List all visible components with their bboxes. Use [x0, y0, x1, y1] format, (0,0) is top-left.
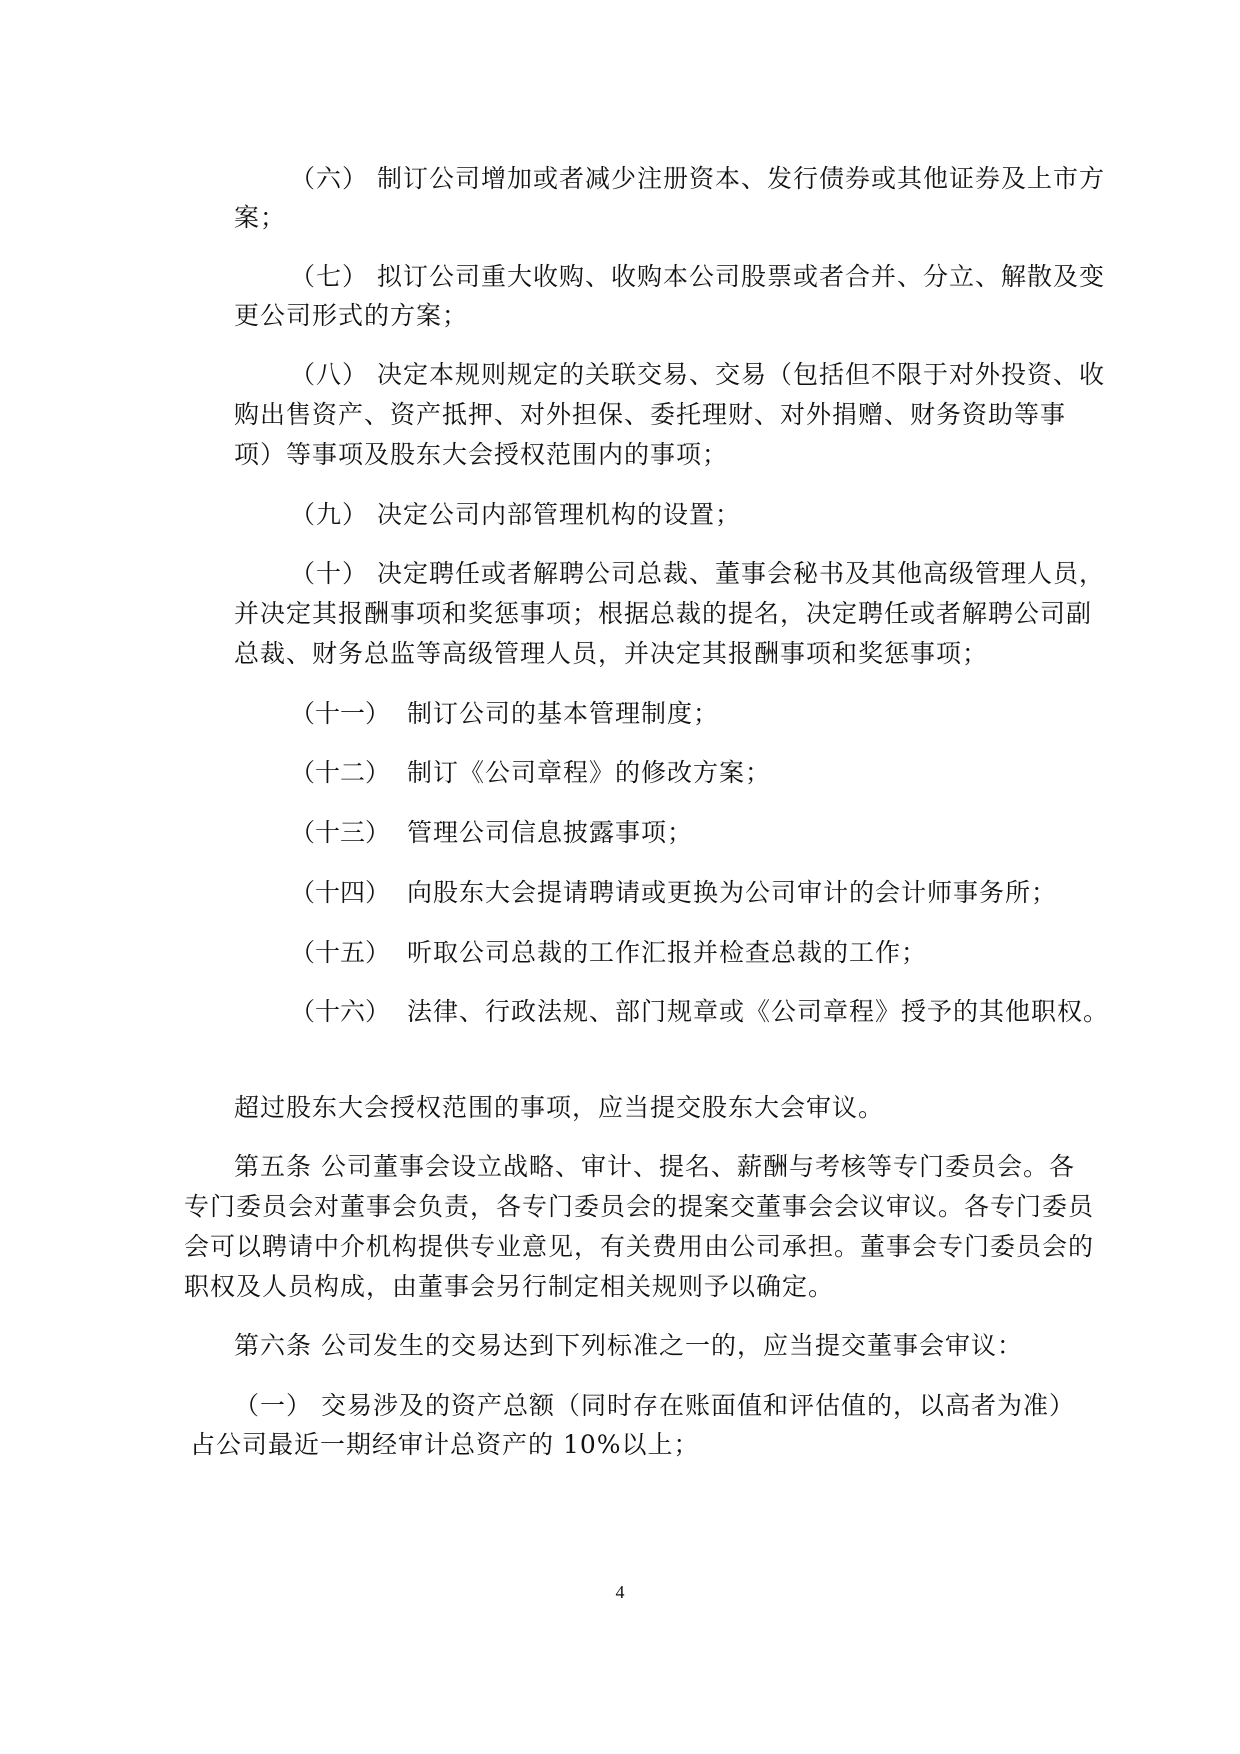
page-number: 4 [615, 1582, 625, 1602]
item-nine: （九） 决定公司内部管理机构的设置； [290, 500, 741, 529]
item-ten-line-2: 并决定其报酬事项和奖惩事项；根据总裁的提名，决定聘任或者解聘公司副 [234, 599, 1093, 628]
beyond-authority-paragraph: 超过股东大会授权范围的事项，应当提交股东大会审议。 [234, 1093, 885, 1122]
item-ten-line-1: （十） 决定聘任或者解聘公司总裁、董事会秘书及其他高级管理人员， [290, 559, 1105, 588]
article-five-line-4: 职权及人员构成，由董事会另行制定相关规则予以确定。 [184, 1272, 835, 1301]
item-sixteen-text: 法律、行政法规、部门规章或《公司章程》授予的其他职权。 [407, 997, 1110, 1026]
item-fifteen-text: 听取公司总裁的工作汇报并检查总裁的工作； [407, 938, 928, 967]
item-twelve-text: 制订《公司章程》的修改方案； [407, 758, 772, 787]
article-six-item-one-line-2: 占公司最近一期经审计总资产的 10%以上； [190, 1430, 700, 1459]
item-fifteen-number: （十五） [290, 938, 391, 967]
item-ten-line-3: 总裁、财务总监等高级管理人员，并决定其报酬事项和奖惩事项； [234, 639, 989, 668]
item-thirteen-number: （十三） [290, 818, 391, 847]
item-seven-line-1: （七） 拟订公司重大收购、收购本公司股票或者合并、分立、解散及变 [290, 262, 1105, 291]
item-seven-line-2: 更公司形式的方案； [234, 301, 469, 330]
article-five-line-2: 专门委员会对董事会负责，各专门委员会的提案交董事会会议审议。各专门委员 [184, 1192, 1095, 1221]
item-eight-line-3: 项）等事项及股东大会授权范围内的事项； [234, 440, 729, 469]
article-five-line-1: 第五条 公司董事会设立战略、审计、提名、薪酬与考核等专门委员会。各 [234, 1152, 1075, 1181]
article-six-line-1: 第六条 公司发生的交易达到下列标准之一的，应当提交董事会审议： [234, 1331, 1023, 1360]
item-six-line-1: （六） 制订公司增加或者减少注册资本、发行债券或其他证券及上市方 [290, 164, 1105, 193]
item-twelve-number: （十二） [290, 758, 391, 787]
item-eleven-number: （十一） [290, 699, 391, 728]
item-eight-line-2: 购出售资产、资产抵押、对外担保、委托理财、对外捐赠、财务资助等事 [234, 400, 1067, 429]
article-six-item-one-line-1: （一） 交易涉及的资产总额（同时存在账面值和评估值的，以高者为准） [234, 1391, 1075, 1420]
item-fourteen-number: （十四） [290, 878, 391, 907]
item-thirteen-text: 管理公司信息披露事项； [407, 818, 694, 847]
item-six-line-2: 案； [234, 203, 287, 232]
item-sixteen-number: （十六） [290, 997, 391, 1026]
item-eleven-text: 制订公司的基本管理制度； [407, 699, 720, 728]
item-fourteen-text: 向股东大会提请聘请或更换为公司审计的会计师事务所； [407, 878, 1058, 907]
item-eight-line-1: （八） 决定本规则规定的关联交易、交易（包括但不限于对外投资、收 [290, 360, 1105, 389]
article-five-line-3: 会可以聘请中介机构提供专业意见，有关费用由公司承担。董事会专门委员会的 [184, 1232, 1095, 1261]
